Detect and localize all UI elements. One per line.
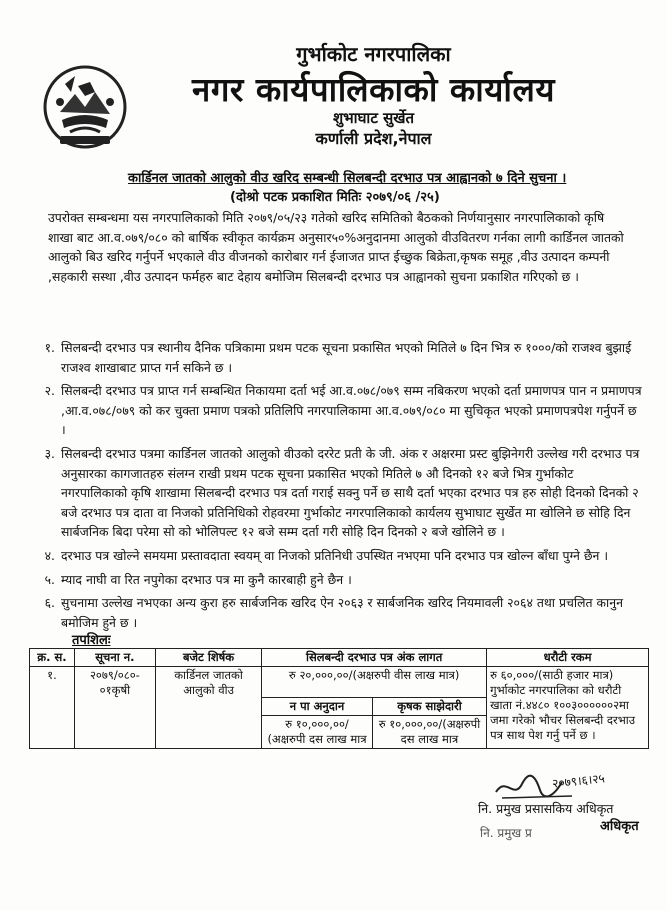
- header-deposit: धरौटी रकम: [487, 649, 649, 667]
- item-text: म्याद नाघी वा रित नपुगेका दरभाउ पत्र मा कुनै कारबाही हुने छैन ।: [61, 571, 352, 587]
- cell-subsidy-value: रु १०,०००,००/ (अक्षरुपी दस लाख मात्र: [262, 716, 373, 749]
- cell-deposit: रु ६०,०००/(साठी हजार मात्र) गुर्भाकोट नगरपालिका को धरौटी खाता नं.४४८० १००३००००००२मा जमा गरेको भौचर सिलबन्दी दरभाउ पत्र साथ पेश गर्नु पर्ने छ ।: [487, 667, 649, 749]
- cell-total-cost: रु २०,०००,००/(अक्षरुपी वीस लाख मात्र): [262, 667, 487, 698]
- header-budget-head: बजेट शिर्षक: [155, 649, 261, 667]
- signature-date: २०७९।६।२५: [551, 771, 606, 791]
- office-place: शुभाघाट सुर्खेत: [332, 109, 415, 127]
- item-text: सिलबन्दी दरभाउ पत्रमा कार्डिनल जातको आलुको वीउको दररेट प्रती के जी. अंक र अक्षरमा प्रस्ट बुझिनेगरी उल्लेख गरी दरभाउ पत्र अनुसारका कागजातहरु संलग्न राखी प्रथम पटक सूचना प्रकासित भएको मितिले ७ औ दिनको १२ बजे भित्र गुर्भाकोट नगरपालिकाको कृषि शाखामा सिलबन्दी दरभाउ पत्र दर्ता गराई सक्नु पर्ने छ साथै दर्ता भएका दरभाउ पत्र हरु सोही दिनको दिनको २ बजे दरभाउ पत्र दाता वा निजको प्रतिनिधिको रोहवरमा गुर्भाकोट नगरपालिकाको कार्यलय सुभाघाट सुर्खेत मा खोलिने छ सोहि दिन सार्बजनिक बिदा परेमा सो को भोलिपल्ट १२ बजे सम्म दर्ता गरी सोहि दिन दिनको २ बजे खोलिने छ ।: [61, 445, 640, 540]
- item-number: २.: [44, 383, 55, 399]
- cell-notice-no: २०७९/०८०- ०१कृषी: [74, 667, 155, 749]
- notice-item: [25, 546, 643, 566]
- schedule-title: तपशिलः: [72, 633, 111, 648]
- notice-items: [25, 338, 643, 636]
- notice-item: [25, 570, 643, 590]
- notice-item: [25, 593, 643, 632]
- notice-subtitle: (दोश्रो पटक प्रकाशित मितिः २०७९/०६ /२५): [230, 190, 440, 205]
- cell-subsidy-head: न पा अनुदान: [262, 698, 373, 716]
- item-number: ५.: [44, 571, 55, 587]
- signatory-title-stamp: नि. प्रमुख प्र: [480, 826, 532, 840]
- item-text: सिलबन्दी दरभाउ पत्र प्राप्त गर्न सम्बन्धित निकायमा दर्ता भई आ.व.०७८/०७९ सम्म नबिकरण भएको दर्ता प्रमाणपत्र पान न प्रमाणपत्र ,आ.व.०७८/०७९ को कर चुक्ता प्रमाण पत्रको प्रतिलिपि नगरपालिकामा आ.व.०७९/०८० मा सुचिकृत भएको प्रमाणपत्रपेश गर्नुपर्ने छ ।: [61, 383, 642, 438]
- notice-subject: कार्डिनल जातको आलुको वीउ खरिद सम्बन्धी सिलबन्दी दरभाउ पत्र आह्वानको ७ दिने सुचना ।: [128, 171, 567, 186]
- header-sealed-cost: सिलबन्दी दरभाउ पत्र अंक लागत: [262, 649, 487, 667]
- cell-budget-head: कार्डिनल जातको आलुको वीउ: [155, 667, 261, 749]
- notice-item: [25, 381, 643, 440]
- item-number: १.: [44, 340, 55, 355]
- municipality-name: गुर्भाकोट नगरपालिका: [296, 42, 451, 66]
- stamp-text: अधिकृत: [600, 819, 639, 834]
- item-number: ४.: [44, 547, 55, 563]
- signatory-title: नि. प्रमुख प्रसासकिय अधिकृत: [478, 801, 614, 816]
- header-notice-no: सूचना न.: [74, 649, 155, 667]
- cell-farmer-share-value: रु १०,०००,००/(अक्षरुपी दस लाख मात्र: [372, 716, 486, 749]
- schedule-table: [29, 648, 649, 749]
- item-text: सिलबन्दी दरभाउ पत्र स्थानीय दैनिक पत्रिकामा प्रथम पटक सूचना प्रकासित भएको मितिले ७ दिन भित्र रु १०००/को राजश्व बुझाई राजश्व शाखाबाट प्राप्त गर्न सकिने छ ।: [61, 340, 632, 375]
- cell-farmer-share-head: कृषक साझेदारी: [372, 698, 486, 716]
- table-header-row: [30, 649, 649, 667]
- table-row: [30, 667, 649, 698]
- notice-item: [25, 444, 643, 542]
- office-province: कर्णाली प्रदेश,नेपाल: [315, 129, 432, 148]
- cell-sn: १.: [30, 667, 75, 749]
- item-number: ३.: [44, 445, 55, 461]
- notice-intro: उपरोक्त सम्बन्धमा यस नगरपालिकाको मिति २०७९/०५/२३ गतेको खरिद समितिको बैठकको निर्णयानुसार नगरपालिकाको कृषि शाखा बाट आ.व.०७९/०८० को बार्षिक स्वीकृत कार्यक्रम अनुसार५०%अनुदानमा आलुको वीउवितरण गर्नका लागी कार्डिनल जातको आलुको बिउ खरिद गर्नुपर्ने भएकाले वीउ वीजनको कारोबार गर्न ईजाजत प्राप्त ईच्छुक बिक्रेता,कृषक समूह ,वीउ उत्पादन कम्पनी ,सहकारी सस्था ,वीउ उत्पादन फर्महरु बाट देहाय बमोजिम सिलबन्दी दरभाउ पत्र आह्वानको सुचना प्रकाशित गरिएको छ ।: [48, 210, 624, 284]
- item-text: दरभाउ पत्र खोल्ने समयमा प्रस्तावदाता स्वयम् वा निजको प्रतिनिधी उपस्थित नभएमा पनि दरभाउ पत्र खोल्न बाँधा पुग्ने छैन ।: [61, 547, 609, 563]
- notice-item: [25, 338, 643, 377]
- header-sn: क्र. स.: [30, 649, 75, 667]
- office-name: नगर कार्यपालिकाको कार्यालय: [192, 70, 555, 109]
- item-text: सुचनामा उल्लेख नभएका अन्य कुरा हरु सार्बजनिक खरिद ऐन २०६३ र सार्बजनिक खरिद नियमावली २०६४ तथा प्रचलित कानुन बमोजिम हुने छ ।: [61, 595, 623, 630]
- item-number: ६.: [44, 595, 55, 611]
